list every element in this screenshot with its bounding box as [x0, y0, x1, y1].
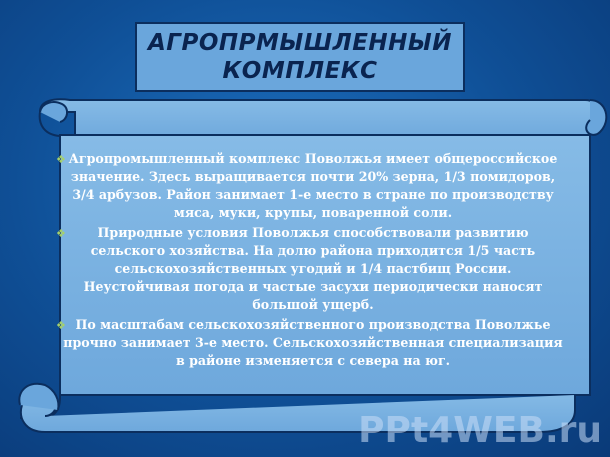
diamond-bullet-icon: ❖	[56, 227, 66, 240]
bullet-text: Агропромышленный комплекс Поволжья имеет общероссийское значение. Здесь выращивается почти 20% зерна, 1/3 помидоров, 3/4 арбузов. Район занимает 1-е место в стране по производству мяса, муки, крупы, поваренной соли.	[68, 151, 558, 220]
title-box	[135, 22, 465, 92]
list-item	[56, 224, 566, 314]
bullet-list	[56, 150, 566, 372]
watermark-logo: PPt4WEB.ru	[358, 410, 602, 451]
list-item	[56, 150, 566, 222]
list-item	[56, 316, 566, 370]
diamond-bullet-icon: ❖	[56, 319, 66, 332]
bullet-text: Природные условия Поволжья способствовали развитию сельского хозяйства. На долю района приходится 1/5 часть сельскохозяйственных угодий и 1/4 пастбищ России. Неустойчивая погода и частые засухи периодически наносят большой ущерб.	[83, 225, 543, 312]
diamond-bullet-icon: ❖	[56, 153, 66, 166]
bullet-text: По масштабам сельскохозяйственного производства Поволжье прочно занимает 3-е место. Сельскохозяйственная специализация в районе изменяется с севера на юг.	[63, 317, 563, 368]
slide-title: АГРОПРМЫШЛЕННЫЙ КОМПЛЕКС	[148, 30, 452, 84]
